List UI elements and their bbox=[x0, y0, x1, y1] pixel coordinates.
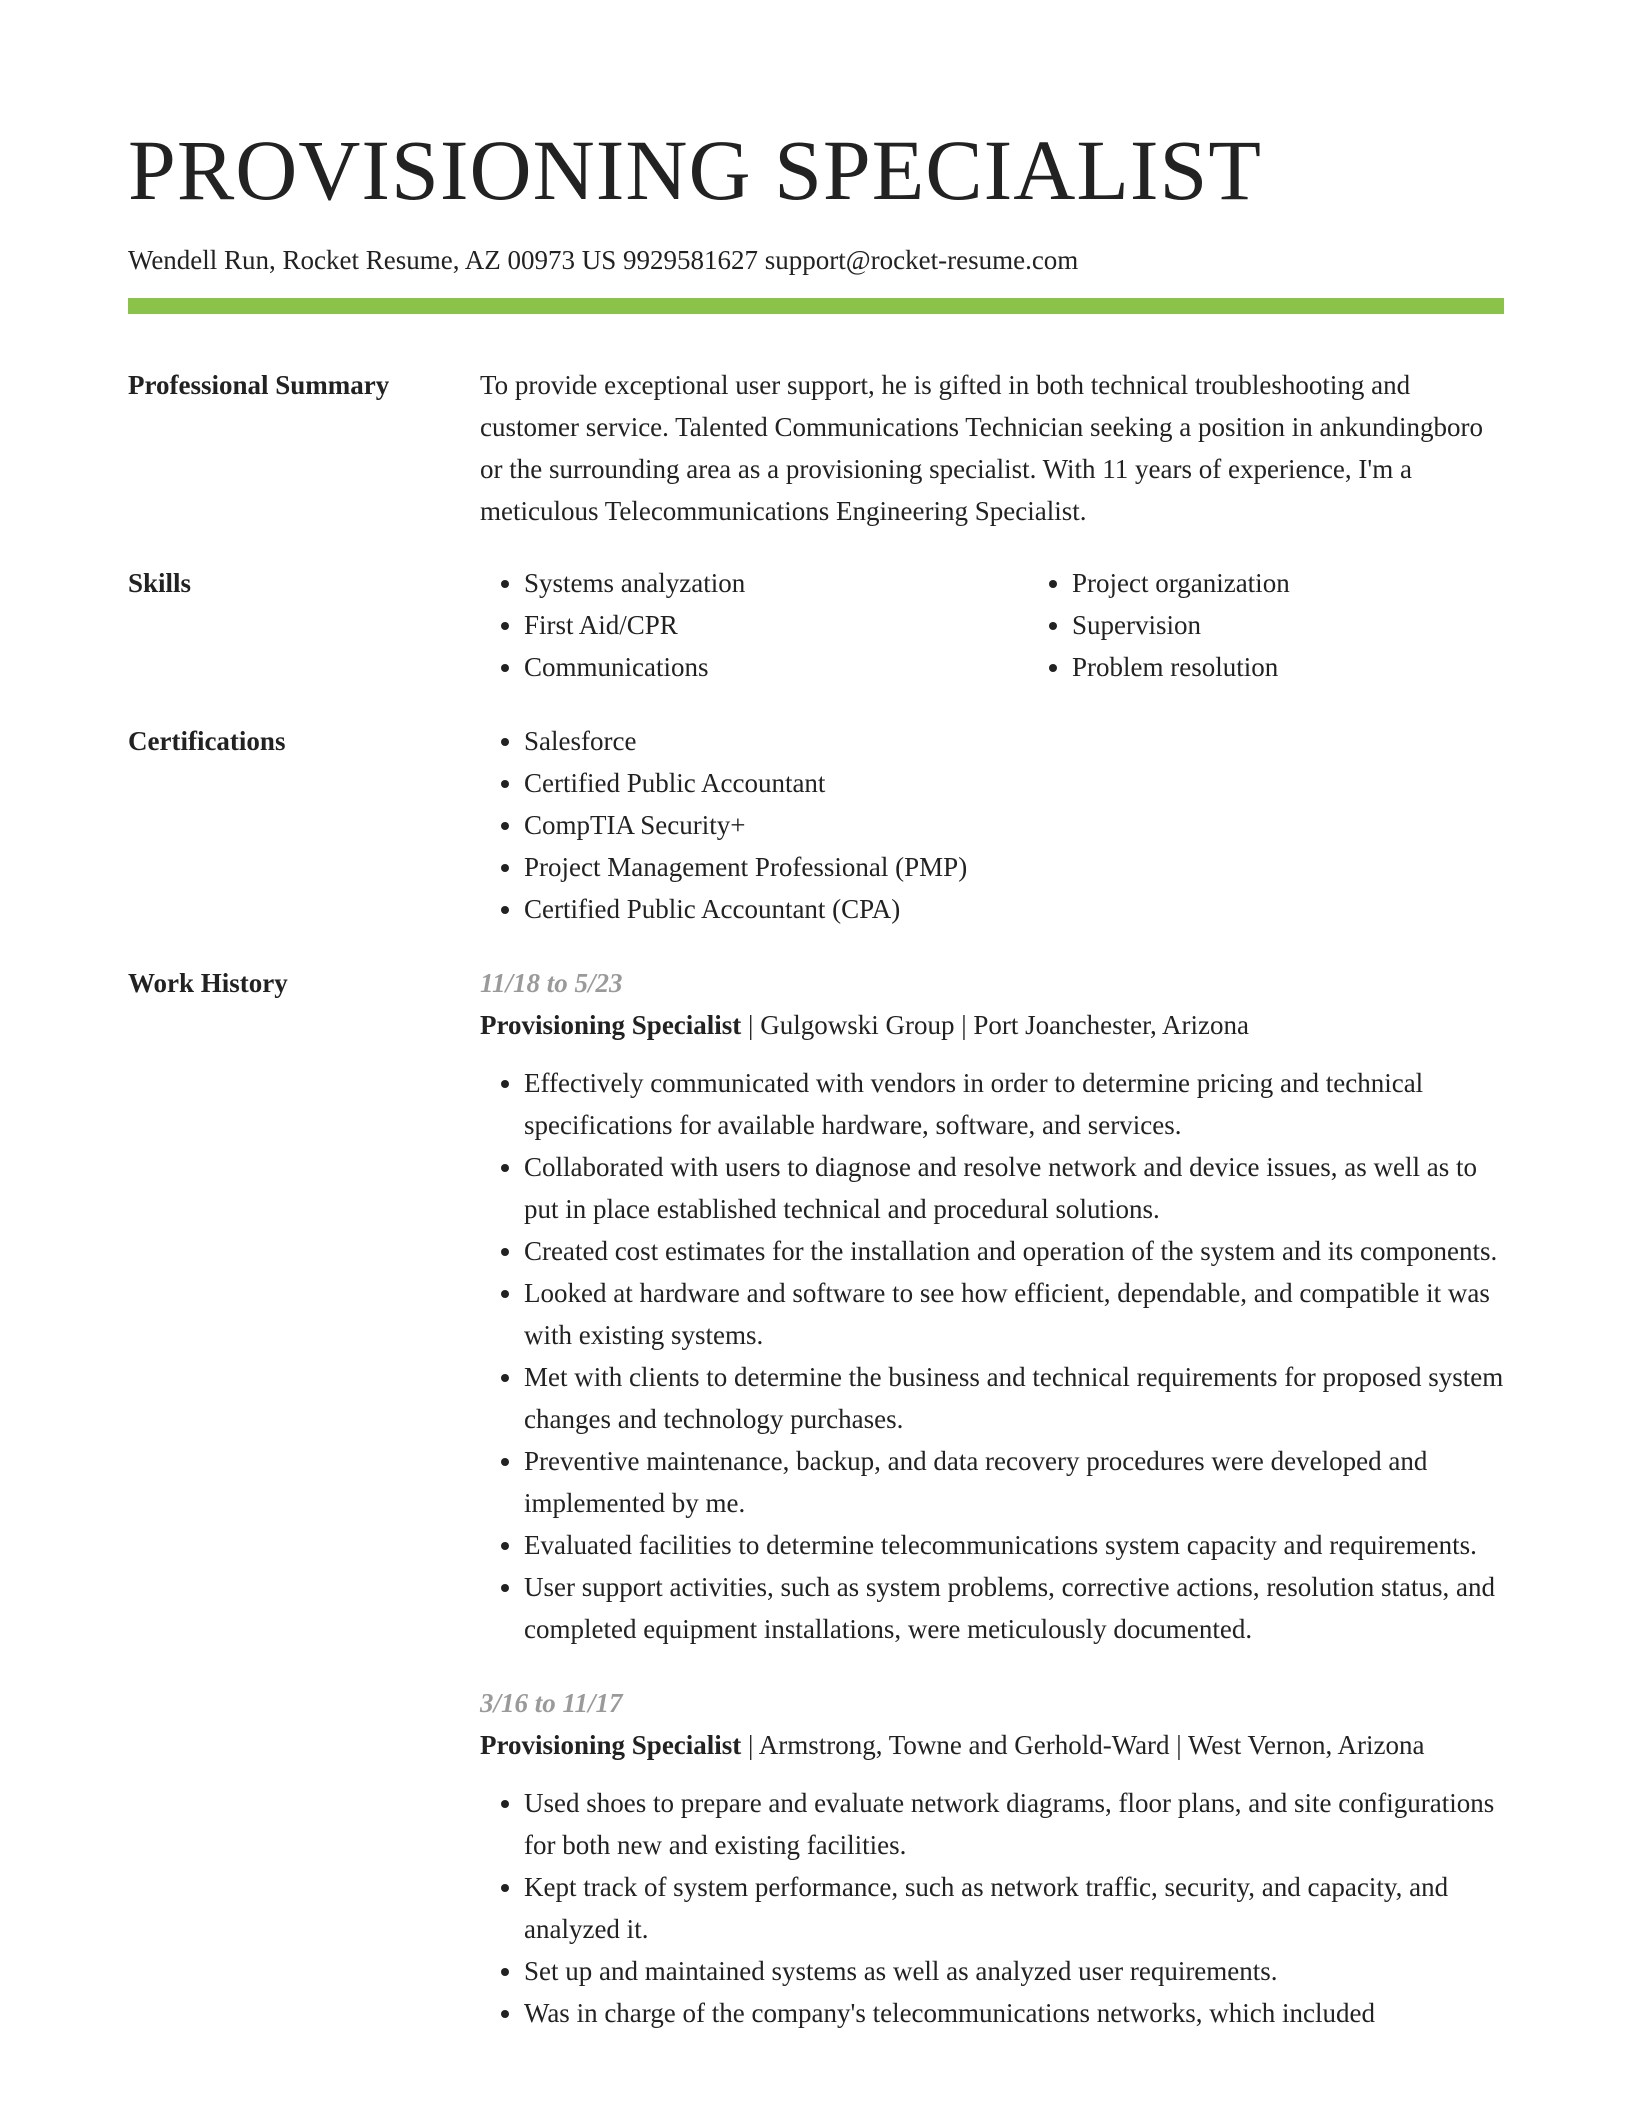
job-bullet: • Was in charge of the company's telecommunications networks, which included bbox=[524, 1992, 1504, 2034]
job-bullet: • User support activities, such as system problems, corrective actions, resolution status, and completed equipment installations, were meticulously documented. bbox=[524, 1566, 1504, 1650]
job-heading bbox=[480, 1004, 1504, 1046]
skills-left-list bbox=[480, 562, 1028, 688]
job-bullet: • Evaluated facilities to determine telecommunications system capacity and requirements. bbox=[524, 1524, 1504, 1566]
skills-section bbox=[128, 532, 1504, 688]
work-history-section bbox=[128, 930, 1504, 2034]
job-bullet: • Effectively communicated with vendors in order to determine pricing and technical specifications for available hardware, software, and services. bbox=[524, 1062, 1504, 1146]
job-employer-location: | Armstrong, Towne and Gerhold-Ward | West Vernon, Arizona bbox=[741, 1730, 1425, 1760]
certifications-list bbox=[480, 720, 1504, 930]
job-entry bbox=[480, 962, 1504, 1650]
skill-item: • Supervision bbox=[1072, 604, 1576, 646]
job-bullet-list bbox=[480, 1782, 1504, 2034]
job-bullet: • Met with clients to determine the business and technical requirements for proposed system changes and technology purchases. bbox=[524, 1356, 1504, 1440]
skills-label: Skills bbox=[128, 568, 192, 598]
job-dates: 11/18 to 5/23 bbox=[480, 968, 623, 998]
job-title: Provisioning Specialist bbox=[480, 1010, 742, 1040]
job-title: Provisioning Specialist bbox=[480, 1730, 742, 1760]
resume-page bbox=[128, 0, 1504, 2034]
job-bullet-list bbox=[480, 1062, 1504, 1650]
certification-item: • Certified Public Accountant (CPA) bbox=[524, 888, 1504, 930]
resume-name: PROVISIONING SPECIALIST bbox=[128, 122, 1262, 218]
skills-grid bbox=[480, 562, 1576, 688]
job-bullet: • Preventive maintenance, backup, and data recovery procedures were developed and implemented by me. bbox=[524, 1440, 1504, 1524]
certifications-label: Certifications bbox=[128, 726, 286, 756]
certifications-body bbox=[480, 720, 1504, 930]
header-divider bbox=[128, 298, 1504, 314]
work-history-body bbox=[480, 962, 1504, 2034]
job-bullet: • Set up and maintained systems as well as analyzed user requirements. bbox=[524, 1950, 1504, 1992]
summary-label: Professional Summary bbox=[128, 370, 390, 400]
job-employer-location: | Gulgowski Group | Port Joanchester, Arizona bbox=[741, 1010, 1249, 1040]
skill-item: • Systems analyzation bbox=[524, 562, 1028, 604]
certification-item: • Project Management Professional (PMP) bbox=[524, 846, 1504, 888]
job-bullet: • Used shoes to prepare and evaluate network diagrams, floor plans, and site configurations for both new and existing facilities. bbox=[524, 1782, 1504, 1866]
certification-item: • Salesforce bbox=[524, 720, 1504, 762]
skills-right-list bbox=[1028, 562, 1576, 688]
contact-line: Wendell Run, Rocket Resume, AZ 00973 US 9929581627 support@rocket-resume.com bbox=[128, 245, 1079, 275]
job-heading bbox=[480, 1724, 1504, 1766]
skill-item: • Problem resolution bbox=[1072, 646, 1576, 688]
job-bullet: • Kept track of system performance, such as network traffic, security, and capacity, and analyzed it. bbox=[524, 1866, 1504, 1950]
certification-item: • Certified Public Accountant bbox=[524, 762, 1504, 804]
skill-item: • Communications bbox=[524, 646, 1028, 688]
skill-item: • Project organization bbox=[1072, 562, 1576, 604]
job-entry bbox=[480, 1682, 1504, 2034]
job-dates: 3/16 to 11/17 bbox=[480, 1688, 623, 1718]
job-bullet: • Created cost estimates for the installation and operation of the system and its components. bbox=[524, 1230, 1504, 1272]
work-history-label: Work History bbox=[128, 968, 288, 998]
summary-section bbox=[128, 314, 1504, 532]
certifications-section bbox=[128, 688, 1504, 930]
job-bullet: • Looked at hardware and software to see how efficient, dependable, and compatible it was with existing systems. bbox=[524, 1272, 1504, 1356]
certification-item: • CompTIA Security+ bbox=[524, 804, 1504, 846]
skill-item: • First Aid/CPR bbox=[524, 604, 1028, 646]
job-bullet: • Collaborated with users to diagnose and resolve network and device issues, as well as to put in place established technical and procedural solutions. bbox=[524, 1146, 1504, 1230]
summary-text: To provide exceptional user support, he is gifted in both technical troubleshooting and customer service. Talented Communications Technician seeking a position in ankundingboro or the surrounding area as a provisioning specialist. With 11 years of experience, I'm a meticulous Telecommunications Engineering Specialist. bbox=[480, 370, 1483, 526]
